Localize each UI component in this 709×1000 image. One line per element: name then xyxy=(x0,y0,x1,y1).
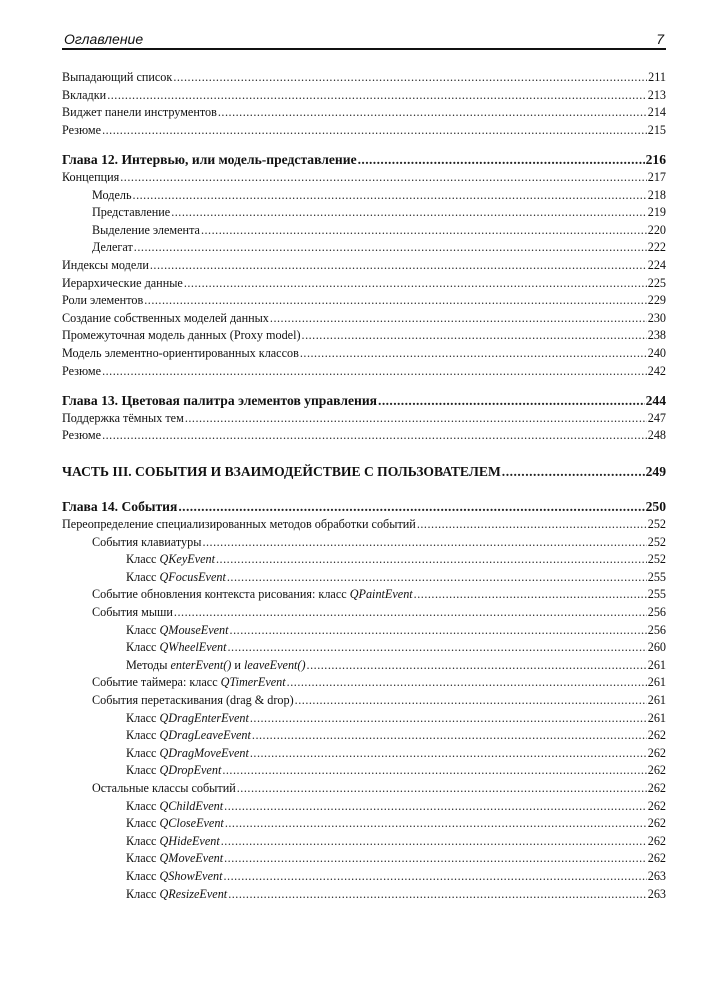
dot-leader xyxy=(144,292,647,310)
toc-entry xyxy=(62,292,666,310)
toc-entry-title: Остальные классы событий xyxy=(92,780,236,795)
class-name: QPaintEvent xyxy=(349,587,413,602)
dot-leader xyxy=(228,886,647,904)
dot-leader xyxy=(223,868,646,886)
title-prefix: Класс xyxy=(126,622,160,637)
method-name: leaveEvent() xyxy=(243,657,306,672)
toc-chapter-entry xyxy=(62,498,666,516)
toc-entry xyxy=(62,69,666,87)
spacer xyxy=(62,380,666,392)
toc-entry-page: 225 xyxy=(647,275,666,290)
toc-entry-page: 261 xyxy=(647,675,666,690)
class-name: QMouseEvent xyxy=(159,622,229,637)
toc-entry-title xyxy=(62,833,220,851)
title-prefix: Класс xyxy=(126,640,160,655)
dot-leader xyxy=(224,850,647,868)
toc-entry-title xyxy=(62,657,306,675)
dot-leader xyxy=(185,410,647,428)
title-prefix: Класс xyxy=(126,851,160,866)
toc-entry-page: 255 xyxy=(647,587,666,602)
toc-entry-title: Резюме xyxy=(62,122,102,137)
toc-entry-page: 261 xyxy=(647,710,666,725)
class-name: QDropEvent xyxy=(159,763,222,778)
toc-entry-title xyxy=(62,798,223,816)
toc-entry-page: 238 xyxy=(647,328,666,343)
toc-subentry xyxy=(62,204,666,222)
toc-entry-title: Модель xyxy=(92,187,132,202)
toc-entry-title xyxy=(62,569,226,587)
dot-leader xyxy=(358,151,645,169)
dot-leader xyxy=(252,727,647,745)
toc-entry xyxy=(62,169,666,187)
class-name: QDragMoveEvent xyxy=(159,745,249,760)
running-header xyxy=(62,30,666,50)
toc-entry xyxy=(62,516,666,534)
toc-entry-title: Индексы модели xyxy=(62,257,149,272)
running-header-title: Оглавление xyxy=(64,31,144,47)
title-prefix: Методы xyxy=(126,657,171,672)
toc-entry-title: Представление xyxy=(92,205,171,220)
toc-entry-page: 262 xyxy=(647,798,666,813)
dot-leader xyxy=(225,815,647,833)
toc-part-entry xyxy=(62,463,666,481)
toc-entry-page: 261 xyxy=(647,657,666,672)
toc-entry-title xyxy=(62,868,222,886)
toc-subentry xyxy=(62,780,666,798)
toc-subsubentry xyxy=(62,762,666,780)
toc-entry xyxy=(62,310,666,328)
toc-entry-title: События перетаскивания (drag & drop) xyxy=(92,693,294,707)
dot-leader xyxy=(120,169,646,187)
toc-entry xyxy=(62,104,666,122)
toc-entry-title: Концепция xyxy=(62,169,120,184)
toc-subentry xyxy=(62,187,666,205)
method-name: enterEvent() xyxy=(170,657,232,672)
class-name: QHideEvent xyxy=(159,833,220,848)
toc-subsubentry xyxy=(62,815,666,833)
toc-entry-title xyxy=(62,886,227,904)
toc-entry-page: 256 xyxy=(647,605,666,620)
class-name: QTimerEvent xyxy=(220,675,286,690)
class-name: QCloseEvent xyxy=(159,816,224,831)
chapter-page: 250 xyxy=(645,499,666,515)
toc-subentry xyxy=(62,692,666,710)
toc-entry-page: 252 xyxy=(647,534,666,549)
dot-leader xyxy=(222,762,646,780)
toc-entry-page: 218 xyxy=(647,187,666,202)
toc-subsubentry xyxy=(62,569,666,587)
spacer xyxy=(62,445,666,463)
toc-entry-title: Создание собственных моделей данных xyxy=(62,310,269,325)
toc-entry-title: Промежуточная модель данных (Proxy model) xyxy=(62,328,301,343)
toc-subsubentry xyxy=(62,657,666,675)
toc-subsubentry xyxy=(62,833,666,851)
toc-entry-title xyxy=(62,745,249,763)
chapter-page: 244 xyxy=(645,393,666,409)
dot-leader xyxy=(414,586,647,604)
class-name: QWheelEvent xyxy=(159,640,227,655)
toc-entry-page: 224 xyxy=(647,257,666,272)
dot-leader xyxy=(133,187,647,205)
toc-entry xyxy=(62,363,666,381)
toc-subentry xyxy=(62,222,666,240)
dot-leader xyxy=(237,780,647,798)
title-prefix: Класс xyxy=(126,763,160,778)
dot-leader xyxy=(302,327,647,345)
toc-entry-title: События мыши xyxy=(92,605,173,620)
toc-entry-title: Переопределение специализированных методов обработки событий xyxy=(62,517,416,532)
toc-subsubentry xyxy=(62,868,666,886)
toc-entry-title: Иерархические данные xyxy=(62,275,183,290)
toc-subsubentry xyxy=(62,798,666,816)
class-name: QFocusEvent xyxy=(159,569,226,584)
chapter-title: Глава 13. Цветовая палитра элементов управления xyxy=(62,393,378,409)
toc-entry-title xyxy=(62,850,223,868)
title-prefix: Класс xyxy=(126,710,160,725)
toc-entry-title xyxy=(62,551,215,569)
dot-leader xyxy=(202,534,646,552)
toc-subsubentry xyxy=(62,886,666,904)
toc-chapter-entry xyxy=(62,392,666,410)
toc-entry-page: 262 xyxy=(647,763,666,778)
part-page: 249 xyxy=(645,463,666,479)
toc-entry-title xyxy=(62,586,413,604)
toc-subentry xyxy=(62,239,666,257)
dot-leader xyxy=(102,363,647,381)
dot-leader xyxy=(150,257,647,275)
toc-subsubentry xyxy=(62,639,666,657)
title-prefix: Класс xyxy=(126,569,160,584)
class-name: QShowEvent xyxy=(159,868,223,883)
dot-leader xyxy=(295,692,647,710)
table-of-contents xyxy=(62,69,666,903)
dot-leader xyxy=(224,798,647,816)
toc-entry-page: 211 xyxy=(648,70,666,84)
toc-entry-title xyxy=(62,674,286,692)
dot-leader xyxy=(300,345,647,363)
toc-entry-title xyxy=(62,710,249,728)
page-number: 7 xyxy=(656,31,664,47)
toc-entry-title xyxy=(62,815,224,833)
dot-leader xyxy=(102,122,647,140)
dot-leader xyxy=(502,463,645,481)
toc-subsubentry xyxy=(62,745,666,763)
toc-entry-page: 263 xyxy=(647,886,666,901)
toc-subsubentry xyxy=(62,727,666,745)
toc-entry xyxy=(62,427,666,445)
class-name: QResizeEvent xyxy=(159,886,228,901)
dot-leader xyxy=(228,639,647,657)
dot-leader xyxy=(174,604,647,622)
toc-entry-title xyxy=(62,762,221,780)
toc-entry-page: 230 xyxy=(647,310,666,325)
toc-entry-page: 214 xyxy=(647,105,666,120)
toc-entry-page: 229 xyxy=(647,293,666,308)
toc-entry xyxy=(62,410,666,428)
toc-entry-page: 240 xyxy=(647,345,666,360)
toc-entry-title: Поддержка тёмных тем xyxy=(62,410,184,425)
chapter-page: 216 xyxy=(645,152,666,168)
toc-entry-page: 261 xyxy=(647,693,666,707)
spacer xyxy=(62,139,666,151)
part-title: ЧАСТЬ III. СОБЫТИЯ И ВЗАИМОДЕЙСТВИЕ С ПОЛЬЗОВАТЕЛЕМ xyxy=(62,463,501,479)
dot-leader xyxy=(227,569,647,587)
dot-leader xyxy=(134,239,647,257)
toc-entry-page: 262 xyxy=(647,728,666,743)
toc-entry-page: 215 xyxy=(647,122,666,137)
toc-entry-page: 262 xyxy=(647,833,666,848)
dot-leader xyxy=(230,622,647,640)
toc-entry-title xyxy=(62,622,229,640)
chapter-title: Глава 14. События xyxy=(62,499,178,515)
toc-entry-title xyxy=(62,639,227,657)
dot-leader xyxy=(201,222,647,240)
toc-entry-title: Модель элементно-ориентированных классов xyxy=(62,345,299,360)
toc-subentry xyxy=(62,586,666,604)
toc-entry-title: Выпадающий список xyxy=(62,70,173,84)
toc-entry-page: 262 xyxy=(647,816,666,831)
toc-entry xyxy=(62,122,666,140)
class-name: QChildEvent xyxy=(159,798,224,813)
toc-entry xyxy=(62,257,666,275)
title-prefix: Класс xyxy=(126,886,160,901)
toc-subentry xyxy=(62,604,666,622)
dot-leader xyxy=(250,710,647,728)
title-prefix: Класс xyxy=(126,728,160,743)
toc-subsubentry xyxy=(62,551,666,569)
chapter-title: Глава 12. Интервью, или модель-представление xyxy=(62,152,357,168)
toc-entry-title xyxy=(62,727,251,745)
toc-entry xyxy=(62,275,666,293)
title-prefix: Класс xyxy=(126,552,160,567)
title-prefix: Класс xyxy=(126,798,160,813)
title-prefix: Класс xyxy=(126,868,160,883)
toc-entry-title: События клавиатуры xyxy=(92,534,202,549)
toc-entry-title: Делегат xyxy=(92,240,133,255)
toc-entry-page: 255 xyxy=(647,569,666,584)
toc-chapter-entry xyxy=(62,151,666,169)
toc-entry xyxy=(62,327,666,345)
toc-entry-page: 247 xyxy=(647,410,666,425)
toc-entry-page: 219 xyxy=(647,205,666,220)
dot-leader xyxy=(171,204,647,222)
dot-leader xyxy=(307,657,647,675)
toc-entry-title: Вкладки xyxy=(62,87,107,102)
class-name: QMoveEvent xyxy=(159,851,224,866)
toc-entry-page: 242 xyxy=(647,363,666,378)
dot-leader xyxy=(378,392,645,410)
dot-leader xyxy=(250,745,647,763)
toc-entry-title: Роли элементов xyxy=(62,293,144,308)
toc-subsubentry xyxy=(62,710,666,728)
toc-subsubentry xyxy=(62,850,666,868)
toc-entry-page: 248 xyxy=(647,428,666,443)
dot-leader xyxy=(173,69,647,87)
toc-entry-page: 222 xyxy=(647,240,666,255)
toc-entry-page: 262 xyxy=(647,745,666,760)
toc-entry-title: Виджет панели инструментов xyxy=(62,105,217,120)
toc-entry-page: 262 xyxy=(647,851,666,866)
toc-entry-page: 217 xyxy=(647,169,666,184)
toc-entry-title: Резюме xyxy=(62,363,102,378)
toc-subentry xyxy=(62,674,666,692)
toc-entry-page: 220 xyxy=(647,222,666,237)
dot-leader xyxy=(218,104,647,122)
toc-entry-page: 260 xyxy=(647,640,666,655)
toc-entry-title: Резюме xyxy=(62,428,102,443)
dot-leader xyxy=(287,674,647,692)
dot-leader xyxy=(178,498,644,516)
title-prefix: Событие обновления контекста рисования: класс xyxy=(92,587,350,602)
toc-subentry xyxy=(62,534,666,552)
title-prefix: Класс xyxy=(126,745,160,760)
spacer xyxy=(62,480,666,498)
dot-leader xyxy=(221,833,647,851)
toc-entry-page: 262 xyxy=(647,780,666,795)
toc-entry-page: 263 xyxy=(647,868,666,883)
toc-entry-page: 213 xyxy=(647,87,666,102)
toc-entry-page: 256 xyxy=(647,622,666,637)
dot-leader xyxy=(107,87,647,105)
dot-leader xyxy=(270,310,647,328)
dot-leader xyxy=(184,275,647,293)
toc-subsubentry xyxy=(62,622,666,640)
title-prefix: Событие таймера: класс xyxy=(92,675,221,690)
toc-entry-title: Выделение элемента xyxy=(92,222,200,237)
class-name: QKeyEvent xyxy=(159,552,215,567)
toc-entry-page: 252 xyxy=(647,552,666,567)
title-conjunction: и xyxy=(231,657,244,672)
class-name: QDragLeaveEvent xyxy=(159,728,251,743)
dot-leader xyxy=(102,427,647,445)
toc-entry-page: 252 xyxy=(647,517,666,532)
title-prefix: Класс xyxy=(126,816,160,831)
class-name: QDragEnterEvent xyxy=(159,710,249,725)
title-prefix: Класс xyxy=(126,833,160,848)
dot-leader xyxy=(417,516,647,534)
dot-leader xyxy=(216,551,647,569)
toc-entry xyxy=(62,87,666,105)
toc-entry xyxy=(62,345,666,363)
